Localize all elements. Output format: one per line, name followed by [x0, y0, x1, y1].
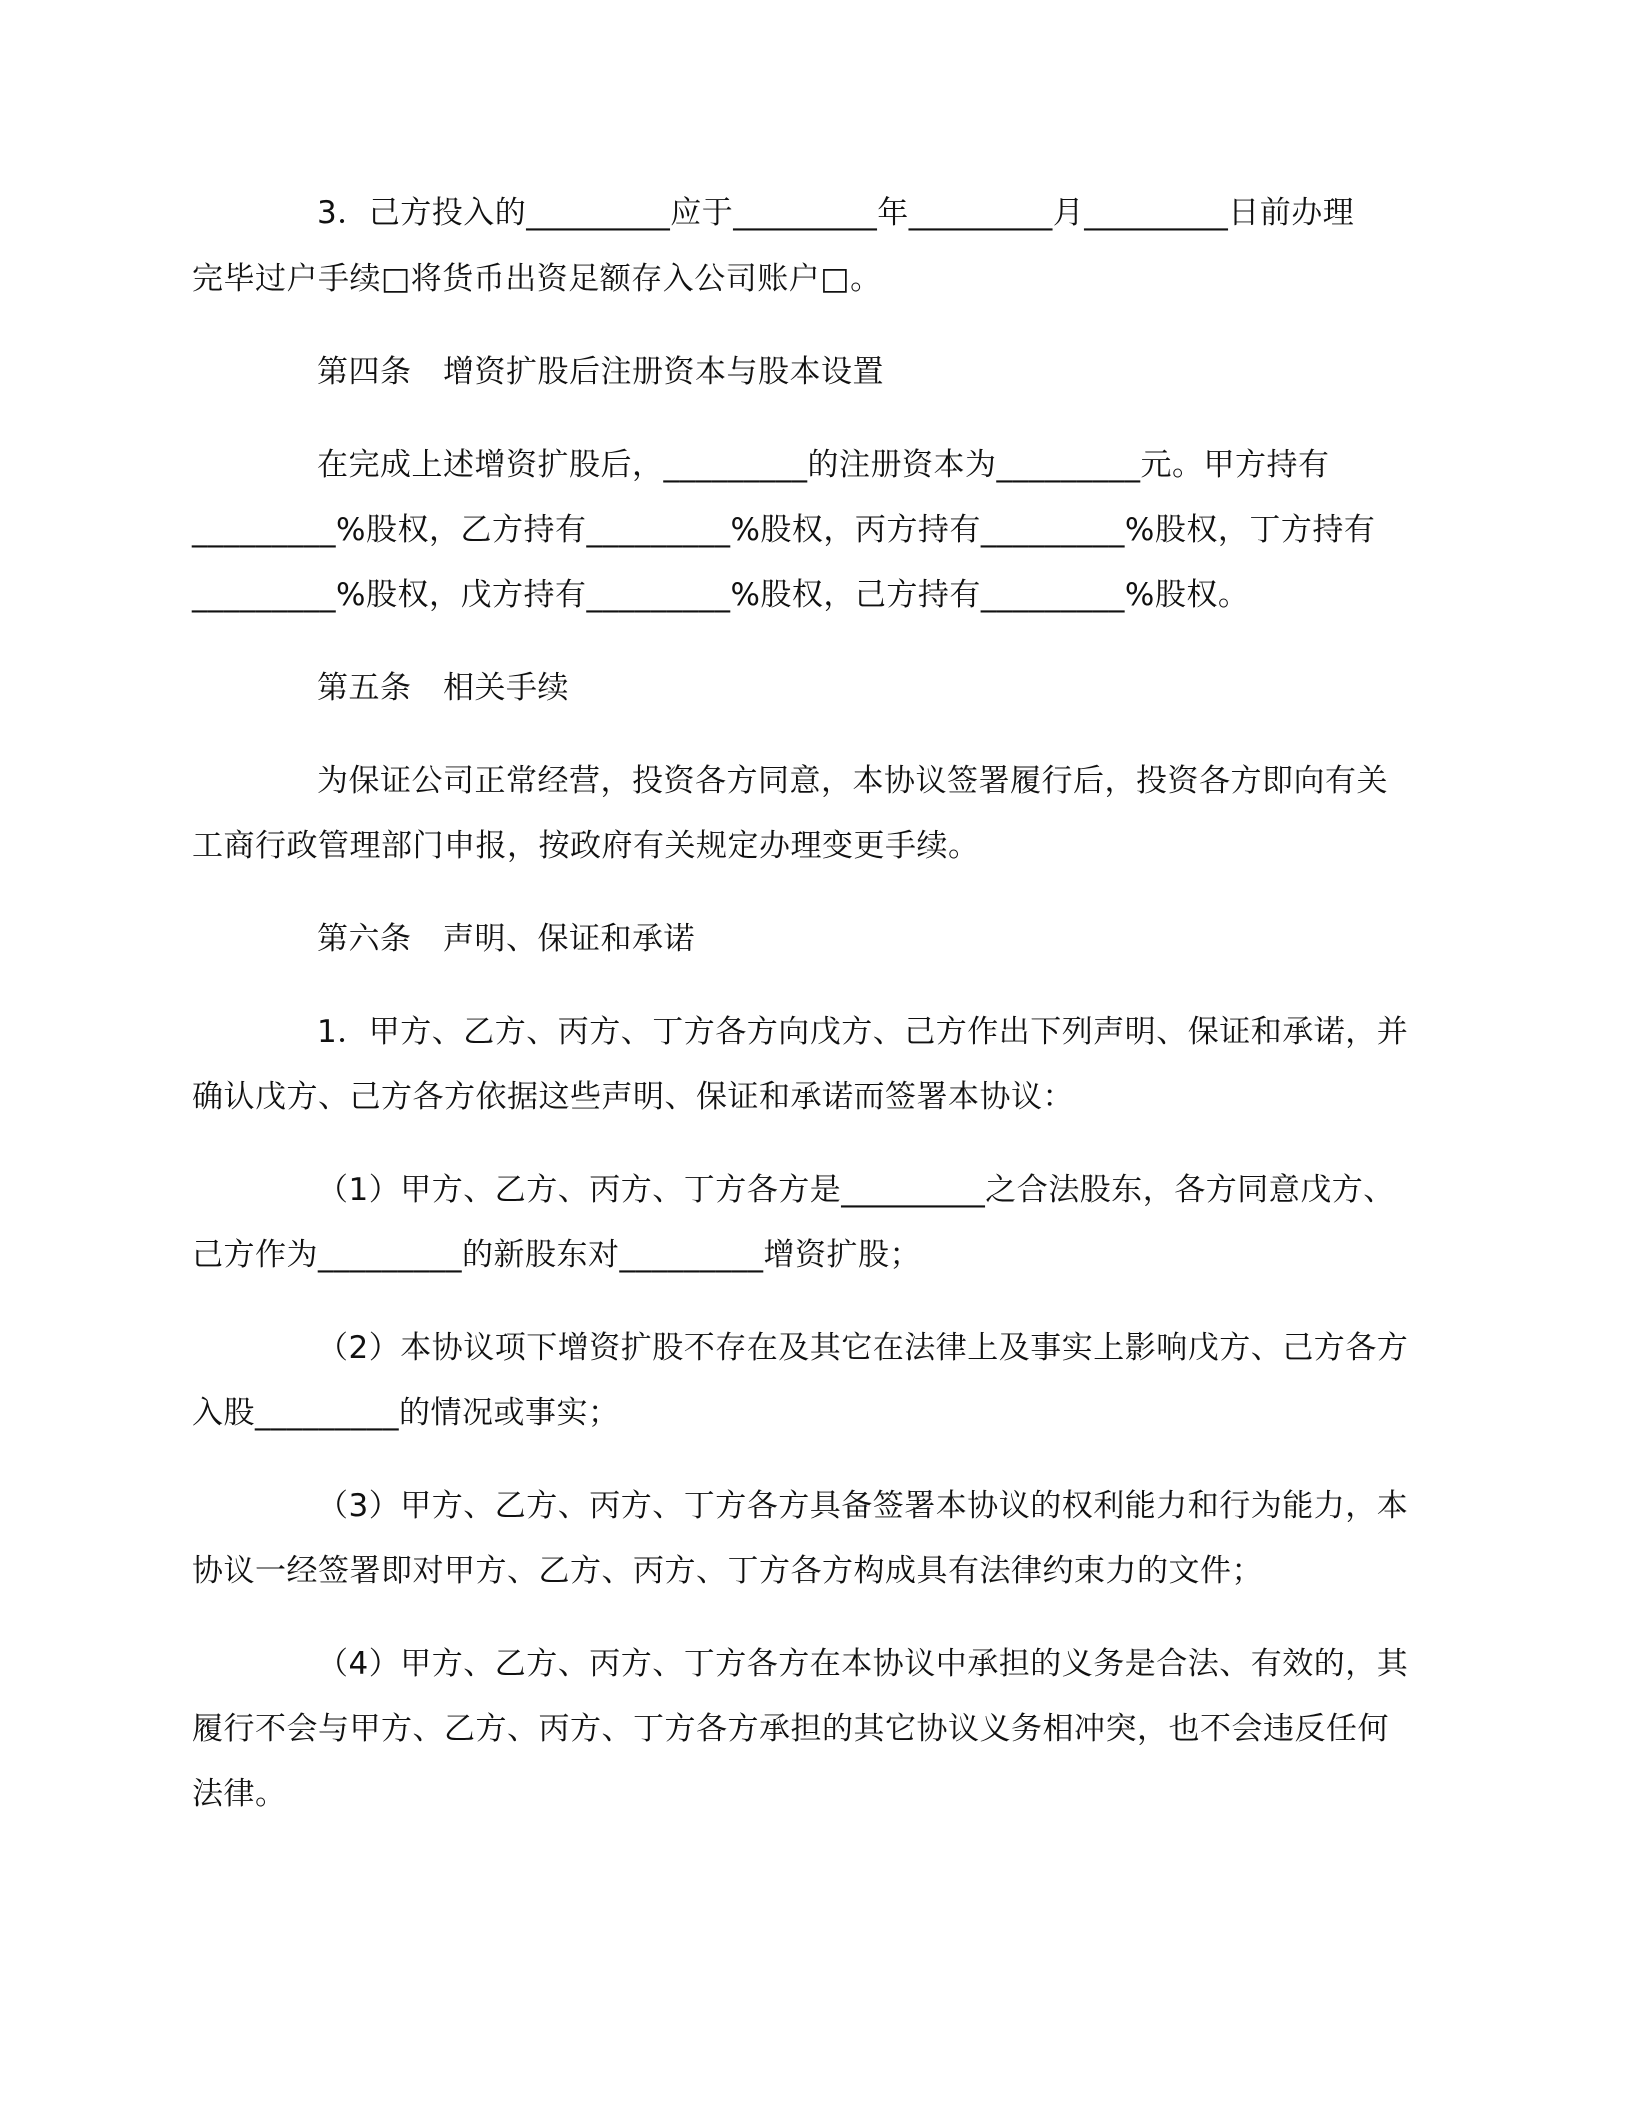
- article-4-line-3: _________%股权，戊方持有_________%股权，己方持有_________%股权。: [192, 577, 1250, 613]
- article-5-line-2: 工商行政管理部门申报，按政府有关规定办理变更手续。: [192, 828, 980, 864]
- clause-2-line-1: （2）本协议项下增资扩股不存在及其它在法律上及事实上影响戊方、己方各方: [317, 1330, 1409, 1366]
- clause-3-line-1: （3）甲方、乙方、丙方、丁方各方具备签署本协议的权利能力和行为能力，本: [317, 1488, 1409, 1524]
- clause-4-line-3: 法律。: [192, 1776, 287, 1812]
- clause-2-line-2: 入股_________的情况或事实；: [192, 1395, 620, 1431]
- paragraph-3-line-2: 完毕过户手续□将货币出资足额存入公司账户□。: [192, 261, 882, 297]
- article-5-line-1: 为保证公司正常经营，投资各方同意，本协议签署履行后，投资各方即向有关: [317, 763, 1388, 799]
- article-6-item-1-line-2: 确认戊方、己方各方依据这些声明、保证和承诺而签署本协议：: [192, 1079, 1074, 1115]
- article-4-line-1: 在完成上述增资扩股后，_________的注册资本为_________元。甲方持有: [317, 447, 1330, 483]
- article-4-line-2: _________%股权，乙方持有_________%股权，丙方持有_________%股权，丁方持有: [192, 512, 1376, 548]
- article-4-heading: 第四条 增资扩股后注册资本与股本设置: [317, 354, 884, 390]
- paragraph-3-line-1: 3．己方投入的_________应于_________年_________月_________日前办理: [317, 195, 1355, 231]
- clause-4-line-2: 履行不会与甲方、乙方、丙方、丁方各方承担的其它协议义务相冲突，也不会违反任何: [192, 1711, 1389, 1747]
- clause-1-line-2: 己方作为_________的新股东对_________增资扩股；: [192, 1237, 921, 1273]
- article-5-heading: 第五条 相关手续: [317, 670, 569, 706]
- clause-1-line-1: （1）甲方、乙方、丙方、丁方各方是_________之合法股东，各方同意戊方、: [317, 1172, 1395, 1208]
- clause-3-line-2: 协议一经签署即对甲方、乙方、丙方、丁方各方构成具有法律约束力的文件；: [192, 1553, 1263, 1589]
- article-6-item-1-line-1: 1．甲方、乙方、丙方、丁方各方向戊方、己方作出下列声明、保证和承诺，并: [317, 1014, 1409, 1050]
- clause-4-line-1: （4）甲方、乙方、丙方、丁方各方在本协议中承担的义务是合法、有效的，其: [317, 1646, 1409, 1682]
- article-6-heading: 第六条 声明、保证和承诺: [317, 921, 695, 957]
